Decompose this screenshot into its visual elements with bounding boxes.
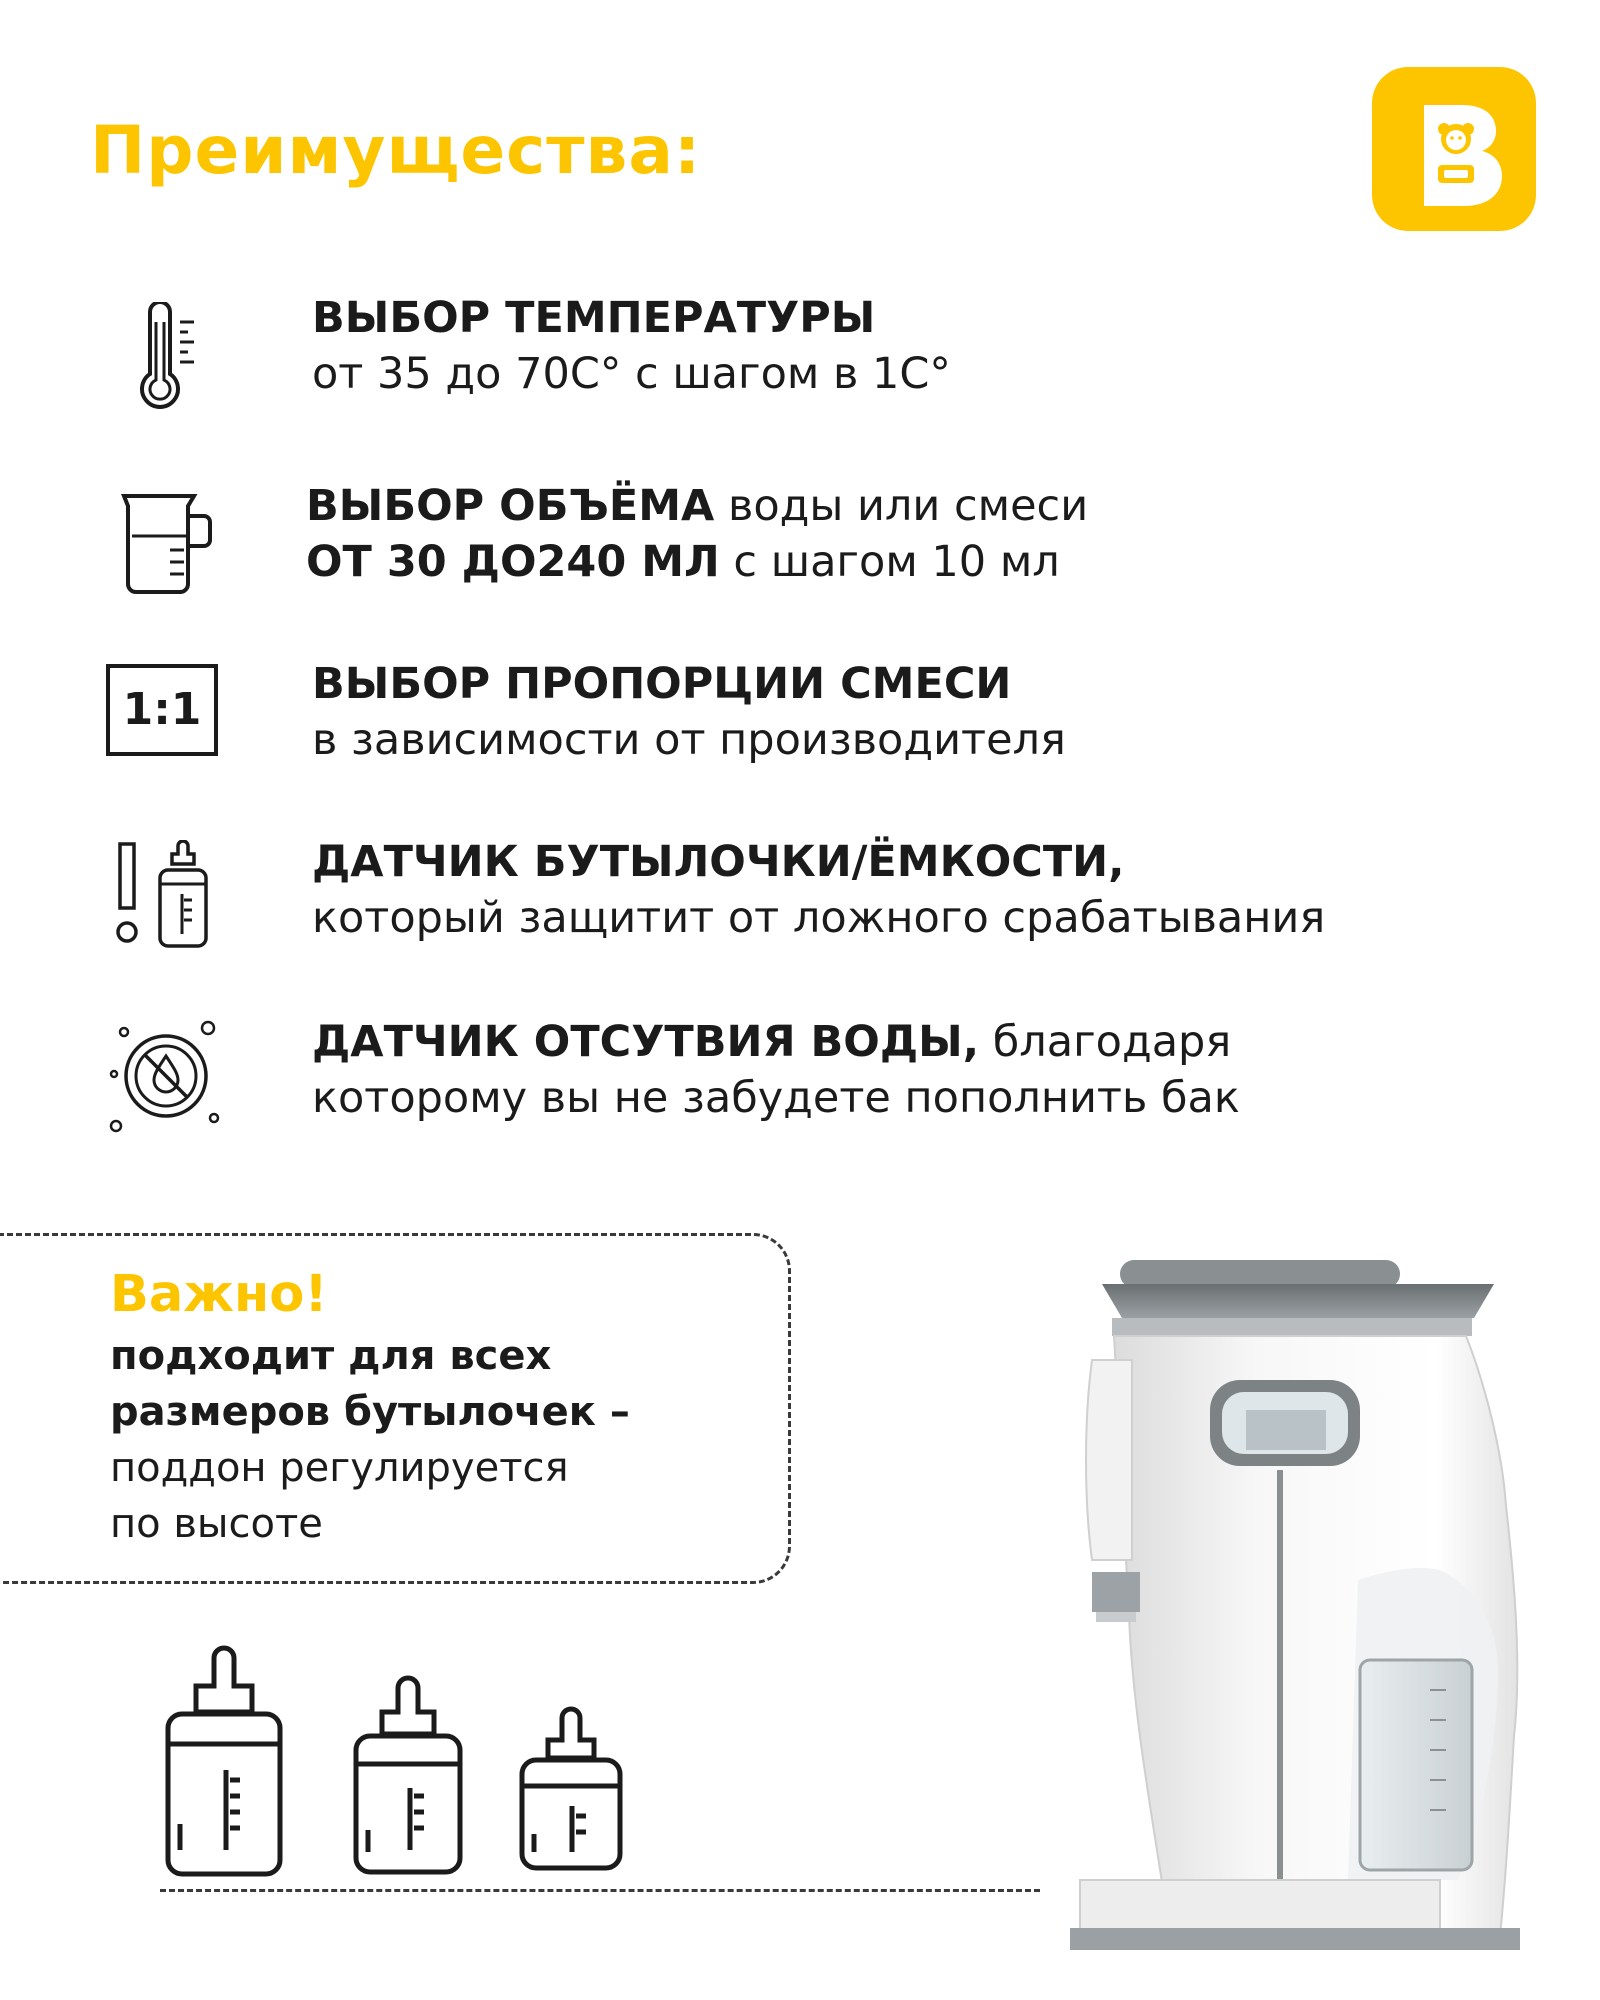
large-bottle-icon [168, 1648, 280, 1874]
note-line-4: по высоте [110, 1501, 323, 1547]
small-bottle-icon [522, 1709, 620, 1868]
brand-logo [1372, 67, 1536, 231]
feature-temperature-subtitle: от 35 до 70С° с шагом в 1С° [312, 349, 951, 399]
note-line-1: подходит для всех [110, 1333, 552, 1379]
ratio-icon-label: 1:1 [122, 684, 202, 735]
note-line-2: размеров бутылочек – [110, 1389, 630, 1435]
feature-volume-title: ВЫБОР ОБЪЁМА [306, 481, 715, 531]
feature-ratio-subtitle: в зависимости от производителя [312, 715, 1066, 765]
feature-ratio-title: ВЫБОР ПРОПОРЦИИ СМЕСИ [312, 659, 1012, 709]
feature-bottle-sensor-title: ДАТЧИК БУТЫЛОЧКИ/ЁМКОСТИ, [312, 837, 1125, 887]
ratio-icon [106, 664, 218, 756]
important-note-title: Важно! [110, 1265, 328, 1324]
feature-volume-text: воды или смеси [714, 481, 1089, 531]
tray-line [160, 1889, 1040, 1892]
important-note-text [110, 1328, 730, 1552]
bottle-sizes-illustration [160, 1640, 680, 1890]
measuring-jug-icon [118, 486, 218, 596]
feature-water-sensor-subtitle: которому вы не забудете пополнить бак [312, 1073, 1240, 1123]
thermometer-icon [128, 302, 208, 414]
note-line-3: поддон регулируется [110, 1445, 569, 1491]
formula-machine-image [1010, 1240, 1550, 1980]
feature-water-sensor-text: благодаря [979, 1017, 1232, 1067]
feature-water-sensor-title: ДАТЧИК ОТСУТВИЯ ВОДЫ, [312, 1017, 980, 1067]
brand-logo-icon [1372, 67, 1536, 231]
feature-bottle-sensor-subtitle: который защитит от ложного срабатывания [312, 893, 1326, 943]
no-water-icon [104, 1014, 228, 1138]
bottle-alert-icon [112, 840, 222, 952]
page-title: Преимущества: [90, 112, 702, 189]
feature-volume-step: с шагом 10 мл [719, 537, 1060, 587]
feature-temperature-title: ВЫБОР ТЕМПЕРАТУРЫ [312, 293, 876, 343]
feature-volume-range: ОТ 30 ДО240 МЛ [306, 537, 720, 587]
medium-bottle-icon [356, 1678, 460, 1872]
